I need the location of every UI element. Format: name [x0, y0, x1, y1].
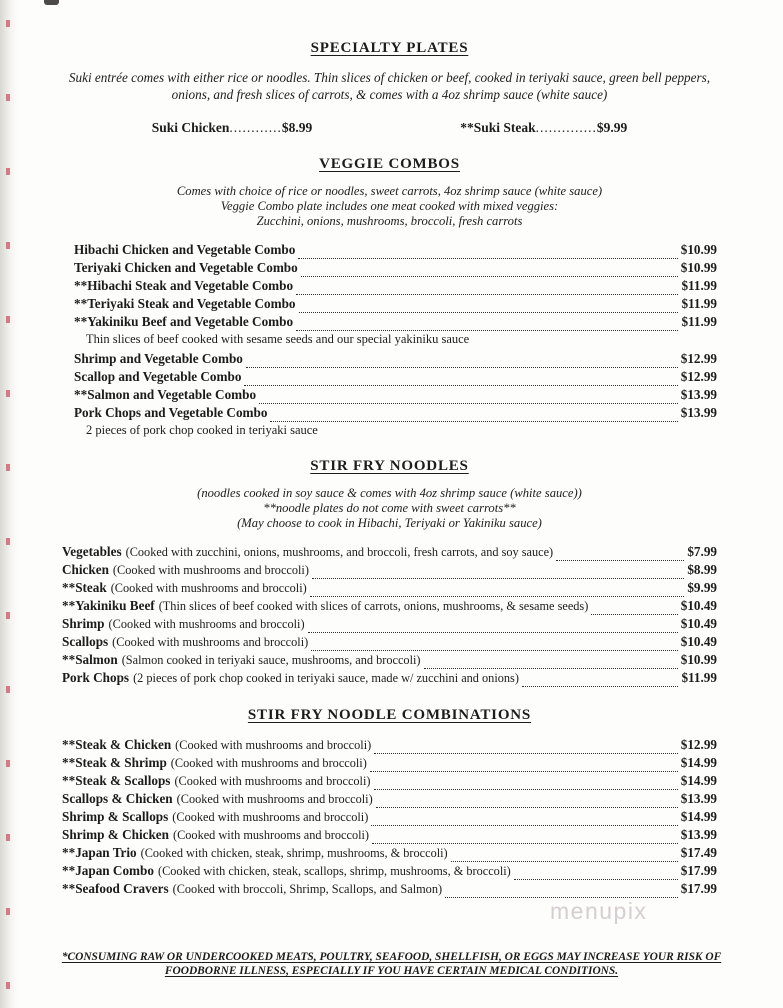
dot-leader: [270, 408, 677, 422]
menu-item: [62, 350, 717, 368]
item-desc: (Cooked with mushrooms and broccoli): [175, 738, 372, 752]
intro-line: (noodles cooked in soy sauce & comes with 4oz shrimp sauce (white sauce)): [197, 486, 582, 500]
section-title: VEGGIE COMBOS: [319, 156, 460, 172]
item-name: Chicken: [62, 562, 109, 577]
intro-line: Veggie Combo plate includes one meat cooked with mixed veggies:: [220, 199, 559, 213]
menu-item: [62, 543, 717, 561]
item-note: 2 pieces of pork chop cooked in teriyaki sauce: [86, 422, 318, 437]
menu-item: [152, 120, 313, 136]
dot-leader: [591, 601, 677, 615]
intro-line: Comes with choice of rice or noodles, sweet carrots, 4oz shrimp sauce (white sauce): [176, 184, 603, 198]
dot-leader: [244, 372, 677, 386]
dot-leader: [445, 884, 678, 898]
footer-line: *CONSUMING RAW OR UNDERCOOKED MEATS, POULTRY, SEAFOOD, SHELLFISH, OR EGGS MAY INCREASE YOUR RISK OF: [61, 951, 722, 963]
item-name: **Suki Steak: [460, 120, 536, 135]
item-desc: (Cooked with zucchini, onions, mushrooms, and broccoli, fresh carrots, and soy sauce): [125, 545, 554, 559]
item-name: Hibachi Chicken and Vegetable Combo: [74, 242, 296, 257]
item-price: $17.49: [680, 845, 717, 860]
item-desc: (Salmon cooked in teriyaki sauce, mushrooms, and broccoli): [121, 653, 421, 667]
dot-leader: [374, 740, 678, 754]
menu-item: [62, 880, 717, 898]
menu-item: [62, 597, 717, 615]
menu-item: [62, 669, 717, 687]
item-name: Shrimp & Chicken: [62, 827, 169, 842]
menu-item: [62, 386, 717, 404]
item-name: **Steak & Scallops: [62, 773, 171, 788]
item-name: **Seafood Cravers: [62, 881, 169, 896]
item-price: $7.99: [687, 544, 717, 559]
dot-leader: ..............: [535, 120, 597, 135]
menu-item: [62, 754, 717, 772]
item-desc: (Cooked with mushrooms and broccoli): [110, 581, 307, 595]
item-name: Scallops: [62, 634, 109, 649]
item-name: **Yakiniku Beef: [62, 598, 155, 613]
item-name: Shrimp & Scallops: [62, 809, 169, 824]
menu-item: [62, 651, 717, 669]
item-name: **Japan Trio: [62, 845, 137, 860]
intro-line: (May choose to cook in Hibachi, Teriyaki or Yakiniku sauce): [237, 516, 542, 530]
dot-leader: ............: [229, 120, 282, 135]
menu-item: [62, 808, 717, 826]
item-list: [62, 543, 717, 687]
item-price: $17.99: [680, 863, 717, 878]
item-desc: (Cooked with mushrooms and broccoli): [112, 563, 309, 577]
menu-item: [62, 844, 717, 862]
dot-leader: [370, 758, 678, 772]
item-name: Scallop and Vegetable Combo: [74, 368, 242, 384]
item-desc: (Cooked with chicken, steak, shrimp, mushrooms, & broccoli): [140, 846, 448, 860]
menu-item: [62, 368, 717, 386]
item-price: $10.49: [680, 634, 717, 649]
item-price: $12.99: [680, 350, 717, 366]
section-veggie-combos: [62, 156, 717, 438]
item-name: **Yakiniku Beef and Vegetable Combo: [74, 314, 294, 329]
menu-item: [460, 120, 627, 136]
item-name: **Steak & Shrimp: [62, 755, 167, 770]
dot-leader: [556, 547, 684, 561]
item-price: $17.99: [680, 881, 717, 896]
dot-leader: [259, 390, 678, 404]
menu-item: [62, 277, 717, 295]
section-intro: [62, 184, 717, 229]
item-price: $9.99: [596, 120, 628, 135]
dot-leader: [301, 263, 678, 277]
dot-leader: [296, 281, 678, 295]
item-price: $13.99: [680, 791, 717, 806]
section-stir-fry-noodle-combinations: [62, 707, 717, 898]
menupix-watermark: menupix: [550, 898, 648, 924]
dot-leader: [299, 299, 679, 313]
dot-leader: [310, 583, 685, 597]
item-price: $10.49: [680, 598, 717, 613]
item-name: **Salmon and Vegetable Combo: [74, 386, 257, 402]
dot-leader: [372, 830, 678, 844]
item-name: Pork Chops and Vegetable Combo: [74, 404, 268, 420]
item-desc: (Cooked with mushrooms and broccoli): [108, 617, 305, 631]
dot-leader: [296, 317, 678, 331]
item-price: $11.99: [681, 296, 717, 311]
item-name: Shrimp: [62, 616, 105, 631]
item-price: $14.99: [680, 773, 717, 788]
intro-line: Suki entrée comes with either rice or noodles. Thin slices of chicken or beef, cooked in teriyaki sauce, green bell peppers, onions, and fresh slices of carrots, & comes with a 4oz shrimp sauce (white sauce): [68, 70, 711, 102]
menu-item: [62, 241, 717, 259]
intro-line: **noodle plates do not come with sweet carrots**: [263, 501, 516, 515]
section-title: STIR FRY NOODLE COMBINATIONS: [247, 707, 532, 723]
dot-leader: [451, 848, 678, 862]
item-name: **Hibachi Steak and Vegetable Combo: [74, 278, 294, 293]
item-price: $13.99: [680, 827, 717, 842]
menu-item: [62, 736, 717, 754]
section-stir-fry-noodles: [62, 458, 717, 687]
item-name: **Salmon: [62, 652, 118, 667]
item-price: $9.99: [687, 580, 717, 595]
dot-leader: [308, 619, 678, 633]
footer-disclaimer: [0, 950, 783, 978]
item-desc: (Cooked with mushrooms and broccoli): [176, 792, 373, 806]
item-name: **Steak & Chicken: [62, 737, 172, 752]
dot-leader: [298, 245, 677, 259]
item-price: $10.49: [680, 616, 717, 631]
item-desc: (Cooked with mushrooms and broccoli): [170, 756, 367, 770]
dot-leader: [424, 655, 678, 669]
item-price: $10.99: [680, 242, 717, 257]
item-desc: (2 pieces of pork chop cooked in teriyaki sauce, made w/ zucchini and onions): [133, 671, 519, 685]
menu-item: [62, 313, 717, 331]
item-price: $8.99: [687, 562, 717, 577]
section-intro: [67, 70, 712, 103]
item-price: $13.99: [680, 386, 717, 402]
pair-item-row: [62, 120, 717, 136]
footer-line: FOODBORNE ILLNESS, ESPECIALLY IF YOU HAVE CERTAIN MEDICAL CONDITIONS.: [164, 965, 619, 977]
intro-line: Zucchini, onions, mushrooms, broccoli, fresh carrots: [256, 214, 523, 228]
item-name: **Steak: [62, 580, 107, 595]
menu-item: [62, 561, 717, 579]
item-note: Thin slices of beef cooked with sesame seeds and our special yakiniku sauce: [86, 332, 470, 346]
item-name: Scallops & Chicken: [62, 791, 173, 806]
item-price: $13.99: [680, 404, 717, 420]
item-price: $12.99: [680, 368, 717, 384]
dot-leader: [514, 866, 678, 880]
item-name: **Japan Combo: [62, 863, 154, 878]
item-list: [62, 241, 717, 438]
dot-leader: [522, 673, 679, 687]
menu-item: [62, 862, 717, 880]
item-desc: (Cooked with mushrooms and broccoli): [172, 810, 369, 824]
item-price: $14.99: [680, 809, 717, 824]
item-desc: (Cooked with mushrooms and broccoli): [174, 774, 371, 788]
item-price: $10.99: [680, 652, 717, 667]
dot-leader: [371, 812, 677, 826]
item-price: $11.99: [681, 670, 717, 685]
dot-leader: [312, 565, 684, 579]
item-name: Pork Chops: [62, 670, 130, 685]
item-desc: (Thin slices of beef cooked with slices of carrots, onions, mushrooms, & sesame seeds): [158, 599, 589, 613]
menu-item: [62, 633, 717, 651]
menu-item: [62, 295, 717, 313]
item-desc: (Cooked with mushrooms and broccoli): [172, 828, 370, 842]
menu-item: [62, 772, 717, 790]
item-price: $12.99: [680, 737, 717, 752]
dot-leader: [376, 794, 678, 808]
item-price: $11.99: [681, 278, 717, 293]
item-price: $8.99: [281, 120, 313, 135]
dot-leader: [246, 354, 678, 368]
item-price: $11.99: [681, 314, 717, 329]
dot-leader: [311, 637, 678, 651]
item-list: [62, 736, 717, 898]
section-specialty-plates: [62, 40, 717, 136]
menu-item: [62, 615, 717, 633]
item-desc: (Cooked with mushrooms and broccoli): [112, 635, 309, 649]
item-price: $10.99: [680, 260, 717, 275]
item-name: Suki Chicken: [151, 120, 230, 135]
dot-leader: [374, 776, 678, 790]
menu-item: [62, 259, 717, 277]
section-intro: [62, 486, 717, 531]
menu-item: [62, 790, 717, 808]
item-name: Shrimp and Vegetable Combo: [74, 350, 243, 366]
item-name: Teriyaki Chicken and Vegetable Combo: [74, 260, 298, 275]
item-desc: (Cooked with broccoli, Shrimp, Scallops, and Salmon): [172, 882, 443, 896]
menu-item: [62, 579, 717, 597]
section-title: STIR FRY NOODLES: [310, 458, 469, 474]
section-title: SPECIALTY PLATES: [310, 40, 469, 56]
item-desc: (Cooked with chicken, steak, scallops, shrimp, mushrooms, & broccoli): [157, 864, 511, 878]
item-name: **Teriyaki Steak and Vegetable Combo: [74, 296, 296, 311]
item-price: $14.99: [680, 755, 717, 770]
item-name: Vegetables: [62, 544, 122, 559]
menu-item: [62, 404, 717, 422]
menu-item: [62, 826, 717, 844]
